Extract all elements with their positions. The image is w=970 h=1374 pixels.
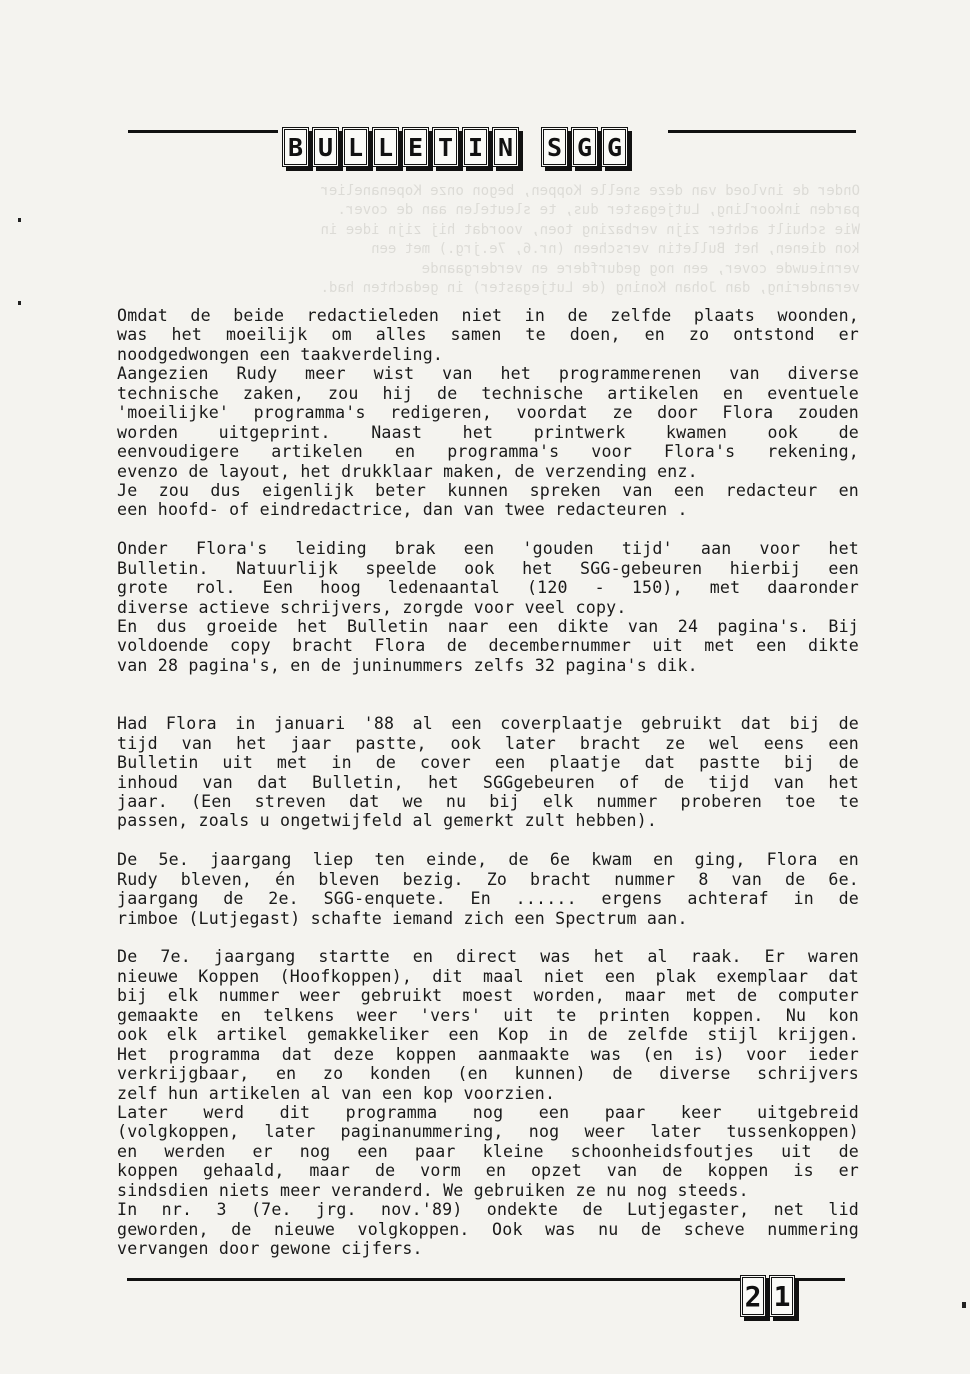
- title-letter: G: [571, 127, 598, 167]
- paragraph: [117, 306, 859, 520]
- title-letter: L: [372, 127, 399, 167]
- text-line: worden uitgeprint. Naast het printwerk kwamen ook de: [117, 422, 859, 442]
- text-line: voldoende copy bracht Flora de decembernummer uit met een dikte: [117, 636, 859, 656]
- paragraph: [117, 850, 859, 928]
- paragraph: [117, 539, 859, 675]
- text-line: noodgedwongen een taakverdeling.: [117, 344, 444, 364]
- text-line: diverse actieve schrijvers, zorgde voor veel copy.: [117, 597, 627, 617]
- text-line: een hoofd- of eindredactrice, dan van twee redacteuren .: [117, 500, 688, 520]
- title-letter: U: [312, 127, 339, 167]
- text-line: vervangen door gewone cijfers.: [117, 1239, 423, 1258]
- text-line: Je zou dus eigenlijk beter kunnen spreken van een redacteur en: [117, 480, 859, 500]
- text-line: jaar. (Een streven dat we nu bij elk nummer proberen toe te: [117, 791, 859, 811]
- text-line: Rudy bleven, én bleven bezig. Zo bracht nummer 8 van de 6e.: [117, 869, 859, 889]
- text-line: In nr. 3 (7e. jrg. nov.'89) ondekte de Lutjegaster, net lid: [117, 1200, 859, 1220]
- text-line: Omdat de beide redactieleden niet in de zelfde plaats woonden,: [117, 306, 859, 325]
- footer-rule: [127, 1278, 845, 1281]
- header-rule-left: [128, 130, 278, 133]
- text-line: inhoud van dat Bulletin, het SGGgebeuren of de tijd van het: [117, 772, 859, 792]
- text-line: jaargang de 2e. SGG-enquete. En ...... ergens achteraf in de: [117, 889, 859, 909]
- text-line: sindsdien niets meer veranderd. We gebruiken ze nu nog steeds.: [117, 1180, 749, 1200]
- text-line: (volgkoppen, later paginanummering, nog weer later tussenkoppen): [117, 1122, 859, 1142]
- margin-speck: [18, 301, 21, 305]
- text-line: koppen gehaald, maar de vorm en opzet van de koppen is er: [117, 1161, 859, 1181]
- text-line: rimboe (Lutjegast) schafte iemand zich een Spectrum aan.: [117, 908, 688, 928]
- text-line: verkrijgbaar, en zo konden (en kunnen) de diverse schrijvers: [117, 1064, 859, 1084]
- text-line: grote rol. Een hoog ledenaantal (120 - 150), met daaronder: [117, 578, 859, 598]
- article-body: [117, 306, 859, 1258]
- text-line: En dus groeide het Bulletin naar een dikte van 24 pagina's. Bij: [117, 617, 859, 636]
- title-letter: I: [462, 127, 489, 167]
- text-line: 'moeilijke' programma's redigeren, voordat ze door Flora zouden: [117, 403, 859, 423]
- title-letter: E: [402, 127, 429, 167]
- text-line: tijd van het jaar pastte, ook later bracht ze wel eens een: [117, 733, 859, 753]
- text-line: Later werd dit programma nog een paar keer uitgebreid: [117, 1102, 859, 1122]
- text-line: Onder Flora's leiding brak een 'gouden tijd' aan voor het: [117, 539, 859, 559]
- text-line: Bulletin uit met in de cover een plaatje dat pastte bij de: [117, 753, 859, 773]
- bulletin-title: [282, 121, 628, 173]
- text-line: evenzo de layout, het drukklaar maken, de verzending enz.: [117, 461, 698, 481]
- bleed-through-text: Onder de invloed van deze snelle Koppen, begon onze Kopenanelier parden inkoorling, Lutjegaster dus, te sleutelen aan de cover. Wie schuilt achter zijn verbazing toen, voordat hij zijn idee in kon dienen, het Bulletin verscheen (nr.6, 7e.jrg.) met een vernieuwde cover, een nog gedurfdere en verdergaande verandering, dan Johan Koning (de Lutjegaster) in gedachten had.: [320, 183, 860, 297]
- margin-speck: [962, 1302, 966, 1308]
- text-line: zelf hun artikelen al van een kop voorzien.: [117, 1083, 556, 1103]
- paragraph: [117, 714, 859, 831]
- text-line: bij elk nummer weer gebruikt moest worden, maar met de computer: [117, 986, 859, 1006]
- text-line: Had Flora in januari '88 al een coverplaatje gebruikt dat bij de: [117, 714, 859, 734]
- title-letter: N: [492, 127, 519, 167]
- text-line: De 7e. jaargang startte en direct was het al raak. Er waren: [117, 947, 859, 967]
- text-line: Bulletin. Natuurlijk speelde ook het SGG-gebeuren hierbij een: [117, 558, 859, 578]
- title-letter: T: [432, 127, 459, 167]
- text-line: ook elk artikel gemakkeliker een Kop in de zelfde stijl krijgen.: [117, 1025, 859, 1045]
- title-letter: L: [342, 127, 369, 167]
- text-line: was het moeilijk om alles samen te doen, en zo ontstond er: [117, 325, 859, 345]
- text-line: eenvoudigere artikelen en programma's voor Flora's rekening,: [117, 442, 859, 462]
- text-line: De 5e. jaargang liep ten einde, de 6e kwam en ging, Flora en: [117, 850, 859, 870]
- text-line: nieuwe Koppen (Hoofkoppen), dit maal niet een plak exemplaar dat: [117, 966, 859, 986]
- text-line: en werden er nog een paar kleine schoonheidsfoutjes uit de: [117, 1141, 859, 1161]
- text-line: Aangezien Rudy meer wist van het programmerenen van diverse: [117, 364, 859, 384]
- text-line: passen, zoals u ongetwijfeld al gemerkt zult hebben).: [117, 811, 658, 831]
- title-letter: G: [601, 127, 628, 167]
- text-line: van 28 pagina's, en de juninummers zelfs 32 pagina's dik.: [117, 655, 698, 675]
- paragraph: [117, 947, 859, 1258]
- text-line: geworden, de nieuwe volgkoppen. Ook was nu de scheve nummering: [117, 1219, 859, 1239]
- title-letter: S: [541, 127, 568, 167]
- page-number-digit: 2: [740, 1275, 766, 1317]
- header-rule-right: [668, 130, 856, 133]
- title-letter: B: [282, 127, 309, 167]
- text-line: gemaakte en telkens weer 'vers' uit te printen koppen. Nu kon: [117, 1005, 859, 1025]
- text-line: Het programma dat deze koppen aanmaakte was (en is) voor ieder: [117, 1044, 859, 1064]
- text-line: technische zaken, zou hij de technische artikelen en eventuele: [117, 383, 859, 403]
- page-number: [740, 1275, 795, 1317]
- margin-speck: [18, 218, 21, 222]
- page-number-digit: 1: [769, 1275, 795, 1317]
